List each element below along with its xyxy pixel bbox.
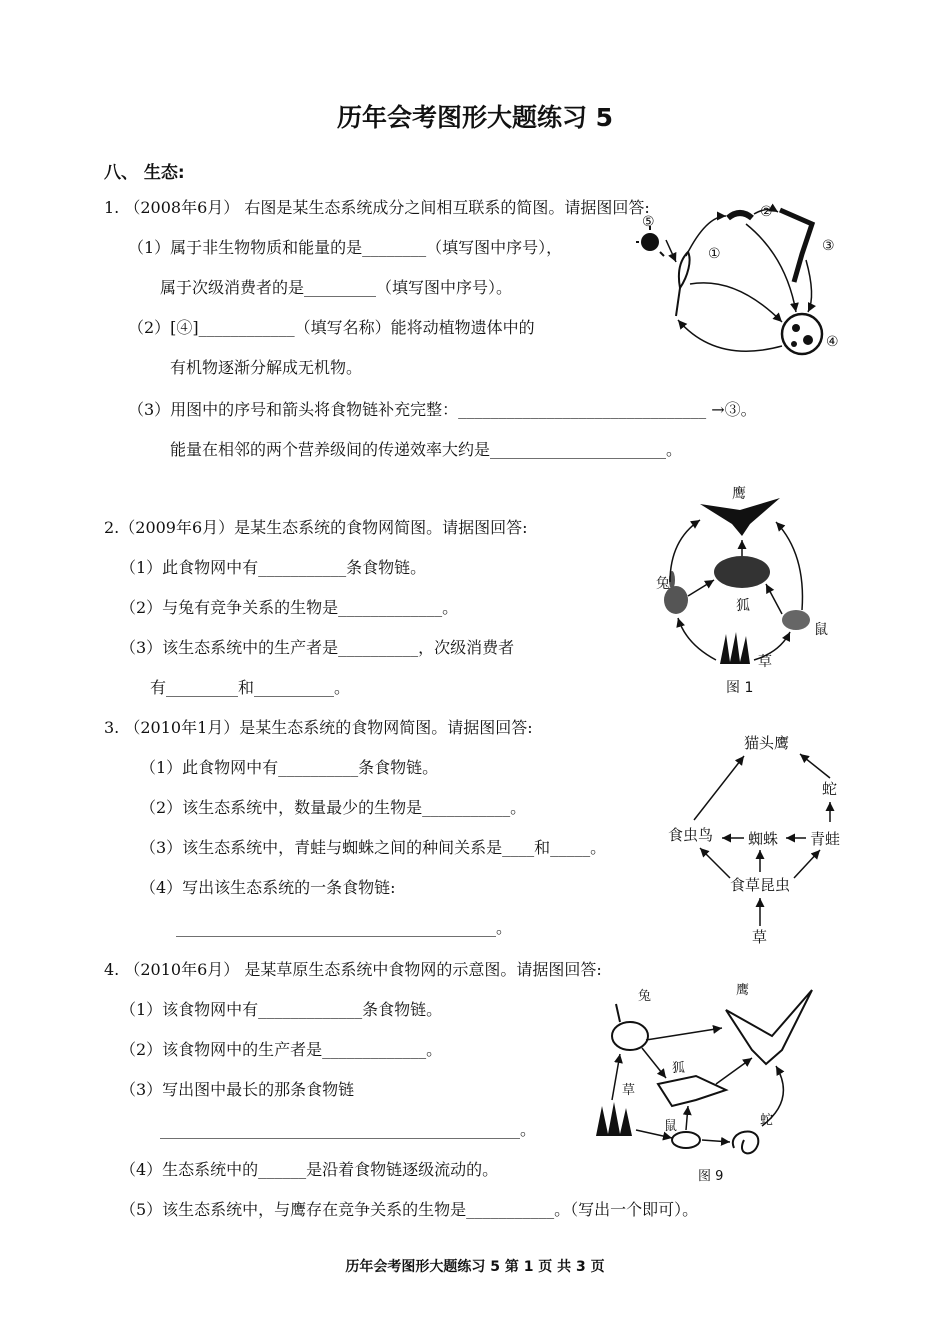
q1-part1b: 属于次级消费者的是_________（填写图中序号）。 xyxy=(160,278,513,297)
q1-part2a: （2）[④]____________（填写名称）能将动植物遗体中的 xyxy=(128,318,535,337)
page-footer: 历年会考图形大题练习 5 第 1 页 共 3 页 xyxy=(345,1259,605,1275)
q3-foodweb-figure xyxy=(660,728,856,952)
q1-part2b: 有机物逐渐分解成无机物。 xyxy=(170,358,363,377)
label-grass: 草 xyxy=(622,1083,636,1098)
caterpillar-icon xyxy=(728,213,752,218)
q1-part3b: 能量在相邻的两个营养级间的传递效率大约是______________________。 xyxy=(170,440,683,459)
label-rabbit: 兔 xyxy=(638,989,652,1004)
grass-icon xyxy=(596,1102,632,1136)
q4-part4: （4）生态系统中的______是沿着食物链逐级流动的。 xyxy=(120,1160,499,1179)
q3-part3: （3）该生态系统中，青蛙与蜘蛛之间的种间关系是____和_____。 xyxy=(140,838,607,857)
bird-icon xyxy=(780,210,812,282)
q4-part2: （2）该食物网中的生产者是_____________。 xyxy=(120,1040,443,1059)
label-4: ④ xyxy=(826,334,839,350)
q4-foodweb-figure xyxy=(576,980,846,1190)
q2-part2: （2）与兔有竞争关系的生物是_____________。 xyxy=(120,598,459,617)
label-rabbit: 兔 xyxy=(656,576,670,592)
label-insect: 食草昆虫 xyxy=(730,876,791,894)
label-spider: 蜘蛛 xyxy=(748,830,779,848)
label-fox: 狐 xyxy=(672,1061,686,1076)
rabbit-icon xyxy=(612,1022,648,1050)
plant-icon xyxy=(679,252,690,288)
label-fox: 狐 xyxy=(736,598,750,614)
q3-part4-blank: ________________________________________。 xyxy=(176,918,513,937)
mouse-icon xyxy=(672,1132,700,1148)
q2-part1: （1）此食物网中有___________条食物链。 xyxy=(120,558,427,577)
label-snake: 蛇 xyxy=(760,1113,774,1128)
label-owl: 猫头鹰 xyxy=(744,734,790,752)
label-mouse: 鼠 xyxy=(664,1119,678,1134)
q2-part3b: 有_________和__________。 xyxy=(150,678,351,697)
q3-part2: （2）该生态系统中，数量最少的生物是___________。 xyxy=(140,798,527,817)
section-heading: 八、 生态: xyxy=(104,163,185,183)
figure-caption: 图 1 xyxy=(726,680,754,696)
label-mouse: 鼠 xyxy=(814,622,828,638)
mouse-icon xyxy=(782,610,810,630)
label-3: ③ xyxy=(822,238,835,254)
fox-icon xyxy=(658,1076,726,1106)
q4-part5: （5）该生态系统中，与鹰存在竞争关系的生物是___________。（写出一个即可）。 xyxy=(120,1200,699,1219)
q1-part1a: （1）属于非生物物质和能量的是________（填写图中序号）， xyxy=(128,238,563,257)
q4-part1: （1）该食物网中有_____________条食物链。 xyxy=(120,1000,443,1019)
q2-foodweb-figure xyxy=(630,484,830,700)
q4-part3-blank: _____________________________________________。 xyxy=(160,1120,537,1139)
grass-icon xyxy=(720,632,750,664)
figure-caption: 图 9 xyxy=(698,1169,724,1184)
q4-stem: 4. （2010年6月） 是某草原生态系统中食物网的示意图。请据图回答: xyxy=(104,960,602,979)
q3-part4: （4）写出该生态系统的一条食物链: xyxy=(140,878,396,897)
page-title: 历年会考图形大题练习 5 xyxy=(336,103,614,132)
label-frog: 青蛙 xyxy=(810,830,841,848)
q2-part3a: （3）该生态系统中的生产者是__________，次级消费者 xyxy=(120,638,515,657)
q1-stem: 1. （2008年6月） 右图是某生态系统成分之间相互联系的简图。请据图回答: xyxy=(104,198,650,217)
label-grass: 草 xyxy=(758,654,772,670)
q2-stem: 2.（2009年6月）是某生态系统的食物网简图。请据图回答: xyxy=(104,518,528,537)
q4-part3: （3）写出图中最长的那条食物链 xyxy=(120,1080,355,1099)
label-grass: 草 xyxy=(752,928,768,946)
fox-icon xyxy=(714,556,770,588)
q1-part3a: （3）用图中的序号和箭头将食物链补充完整：_______________________________ →③。 xyxy=(128,400,757,419)
q1-ecosystem-figure xyxy=(636,196,856,366)
label-bird: 食虫鸟 xyxy=(668,826,714,844)
eagle-icon xyxy=(700,498,780,536)
eagle-icon xyxy=(726,990,812,1064)
label-1: ① xyxy=(708,246,721,262)
label-2: ② xyxy=(760,204,773,220)
sun-icon xyxy=(641,233,659,251)
label-5: ⑤ xyxy=(642,214,655,230)
q3-stem: 3. （2010年1月）是某生态系统的食物网简图。请据图回答: xyxy=(104,718,533,737)
q3-part1: （1）此食物网中有__________条食物链。 xyxy=(140,758,439,777)
label-eagle: 鹰 xyxy=(736,983,750,998)
label-eagle: 鹰 xyxy=(732,486,746,502)
decomposer-icon xyxy=(782,314,822,354)
label-snake: 蛇 xyxy=(822,780,838,798)
snake-icon xyxy=(733,1132,758,1154)
